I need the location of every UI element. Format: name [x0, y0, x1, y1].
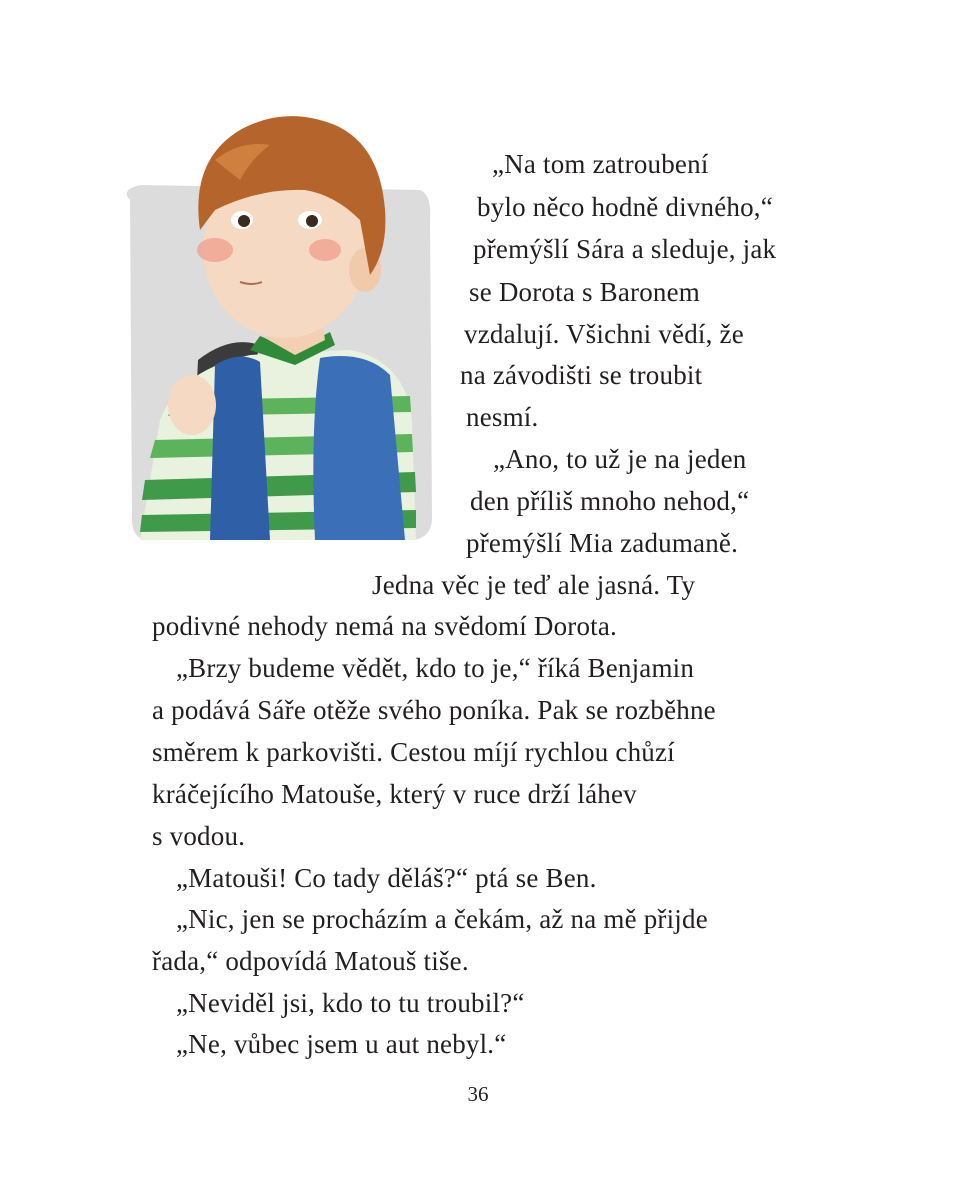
- text-line: „Neviděl jsi, kdo to tu troubil?“: [176, 988, 525, 1018]
- text-line: podivné nehody nemá na svědomí Dorota.: [152, 611, 617, 641]
- boy-with-backpack-illustration: [120, 100, 440, 560]
- text-line: řada,“ odpovídá Matouš tiše.: [152, 946, 469, 976]
- text-line: „Brzy budeme vědět, kdo to je,“ říká Benjamin: [176, 653, 695, 683]
- text-line: směrem k parkovišti. Cestou míjí rychlou chůzí: [152, 737, 675, 767]
- text-line: kráčejícího Matouše, který v ruce drží láhev: [152, 779, 637, 809]
- text-line: Jedna věc je teď ale jasná. Ty: [372, 570, 696, 600]
- text-line: „Na tom zatroubení: [492, 149, 709, 179]
- page-number: 36: [467, 1082, 489, 1106]
- text-line: vzdalují. Všichni vědí, že: [464, 319, 744, 349]
- text-line: přemýšlí Mia zadumaně.: [466, 528, 739, 558]
- text-line: „Ano, to už je na jeden: [493, 444, 747, 474]
- text-line: přemýšlí Sára a sleduje, jak: [473, 234, 777, 264]
- text-line: bylo něco hodně divného,“: [477, 192, 773, 222]
- text-line: „Nic, jen se procházím a čekám, až na mě přijde: [176, 904, 708, 934]
- text-line: na závodišti se troubit: [460, 360, 703, 390]
- text-line: „Matouši! Co tady děláš?“ ptá se Ben.: [176, 863, 597, 893]
- text-line: s vodou.: [152, 821, 246, 851]
- text-line: „Ne, vůbec jsem u aut nebyl.“: [176, 1029, 507, 1059]
- text-line: nesmí.: [466, 402, 539, 432]
- text-line: a podává Sáře otěže svého poníka. Pak se rozběhne: [152, 695, 716, 725]
- text-line: se Dorota s Baronem: [469, 277, 700, 307]
- text-line: den příliš mnoho nehod,“: [470, 486, 750, 516]
